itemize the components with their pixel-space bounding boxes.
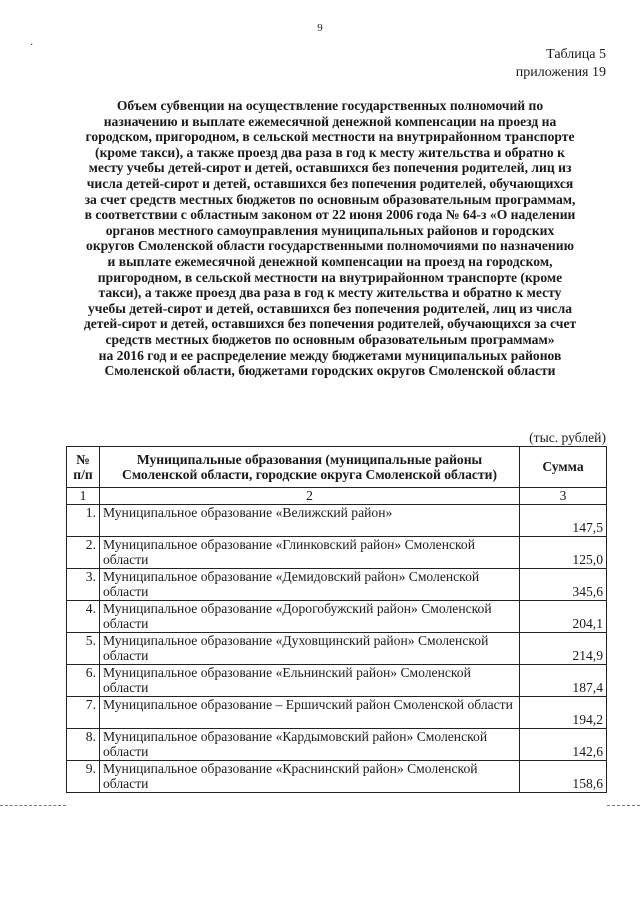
- subvention-table: [66, 446, 607, 793]
- municipality-name: Муниципальное образование «Ельнинский район» Смоленской области: [100, 664, 520, 696]
- title-line: назначению и выплате ежемесячной денежной компенсации на проезд на: [103, 113, 557, 129]
- document-title: [56, 98, 604, 379]
- table-row: [67, 664, 607, 696]
- index-row: [67, 488, 607, 505]
- row-number: 1.: [67, 504, 100, 536]
- row-number: 7.: [67, 696, 100, 728]
- table-row: [67, 760, 607, 792]
- row-number: 5.: [67, 632, 100, 664]
- table-row: [67, 568, 607, 600]
- subvention-amount: 142,6: [520, 728, 607, 760]
- municipality-name: Муниципальное образование «Демидовский район» Смоленской области: [100, 568, 520, 600]
- municipality-name: Муниципальное образование «Духовщинский район» Смоленской области: [100, 632, 520, 664]
- page-number: 9: [317, 22, 323, 34]
- title-line: Смоленской области, бюджетами городских округов Смоленской области: [104, 363, 556, 379]
- title-line: Объем субвенции на осуществление государственных полномочий по: [116, 98, 544, 113]
- title-line: месту учебы детей-сирот и детей, оставшихся без попечения родителей, лиц из: [88, 160, 572, 176]
- title-line: городском, пригородном, в сельской местности на внутрирайонном транспорте: [85, 129, 575, 145]
- title-line: средств местных бюджетов по основным образовательным программам»: [105, 331, 555, 347]
- units-label: (тыс. рублей): [529, 430, 606, 445]
- title-line: в соответствии с областным законом от 22 июня 2006 года № 64-з «О наделении: [84, 207, 576, 223]
- row-number: 3.: [67, 568, 100, 600]
- municipality-name: Муниципальное образование «Глинковский район» Смоленской области: [100, 536, 520, 568]
- municipality-name: Муниципальное образование «Краснинский район» Смоленской области: [100, 760, 520, 792]
- row-number: 6.: [67, 664, 100, 696]
- table-row: [67, 504, 607, 536]
- scan-mark: ·: [30, 40, 34, 51]
- title-line: учебы детей-сирот и детей, оставшихся без попечения родителей, лиц из числа: [88, 300, 572, 316]
- table-row: [67, 696, 607, 728]
- dashed-margin-line: [0, 805, 66, 806]
- subvention-amount: 147,5: [520, 504, 607, 536]
- subvention-amount: 194,2: [520, 696, 607, 728]
- table-label: Таблица 5: [546, 47, 606, 62]
- header-num: № п/п: [67, 447, 100, 488]
- title-line: пригородном, в сельской местности на внутрирайонном транспорте (кроме: [97, 269, 563, 285]
- municipality-name: Муниципальное образование – Ершичский район Смоленской области: [100, 696, 520, 728]
- header-sum: Сумма: [520, 447, 607, 488]
- row-number: 8.: [67, 728, 100, 760]
- table-row: [67, 536, 607, 568]
- municipality-name: Муниципальное образование «Кардымовский район» Смоленской области: [100, 728, 520, 760]
- subvention-amount: 158,6: [520, 760, 607, 792]
- title-line: округов Смоленской области государственными полномочиями по назначению: [86, 238, 574, 254]
- title-line: на 2016 год и ее распределение между бюджетами муниципальных районов: [98, 347, 562, 363]
- title-line: числа детей-сирот и детей, оставшихся без попечения родителей, обучающихся: [86, 175, 574, 191]
- table-row: [67, 600, 607, 632]
- title-line: (кроме такси), а также проезд два раза в год к месту жительства и обратно к: [95, 144, 565, 160]
- title-line: органов местного самоуправления муниципальных районов и городских: [105, 222, 555, 238]
- row-number: 2.: [67, 536, 100, 568]
- municipality-name: Муниципальное образование «Велижский район»: [100, 504, 520, 536]
- title-line: детей-сирот и детей, оставшихся без попечения родителей, обучающихся за счет: [83, 316, 577, 332]
- subvention-amount: 187,4: [520, 664, 607, 696]
- subvention-amount: 204,1: [520, 600, 607, 632]
- row-number: 4.: [67, 600, 100, 632]
- index-cell: 2: [100, 488, 520, 505]
- title-line: за счет средств местных бюджетов по основным образовательным программам,: [84, 191, 576, 207]
- subvention-amount: 214,9: [520, 632, 607, 664]
- title-line: такси), а также проезд два раза в год к месту жительства и обратно к месту: [98, 285, 562, 301]
- municipality-name: Муниципальное образование «Дорогобужский район» Смоленской области: [100, 600, 520, 632]
- subvention-amount: 125,0: [520, 536, 607, 568]
- table-row: [67, 632, 607, 664]
- appendix-label: приложения 19: [515, 65, 606, 80]
- table-row: [67, 728, 607, 760]
- table-reference: [516, 46, 606, 82]
- index-cell: 3: [520, 488, 607, 505]
- row-number: 9.: [67, 760, 100, 792]
- header-municipality: Муниципальные образования (муниципальные районы Смоленской области, городские округа Смоленской области): [100, 447, 520, 488]
- header-row: [67, 447, 607, 488]
- dashed-margin-line: [607, 805, 640, 806]
- title-line: и выплате ежемесячной денежной компенсации на проезд на городском,: [107, 253, 553, 269]
- subvention-amount: 345,6: [520, 568, 607, 600]
- index-cell: 1: [67, 488, 100, 505]
